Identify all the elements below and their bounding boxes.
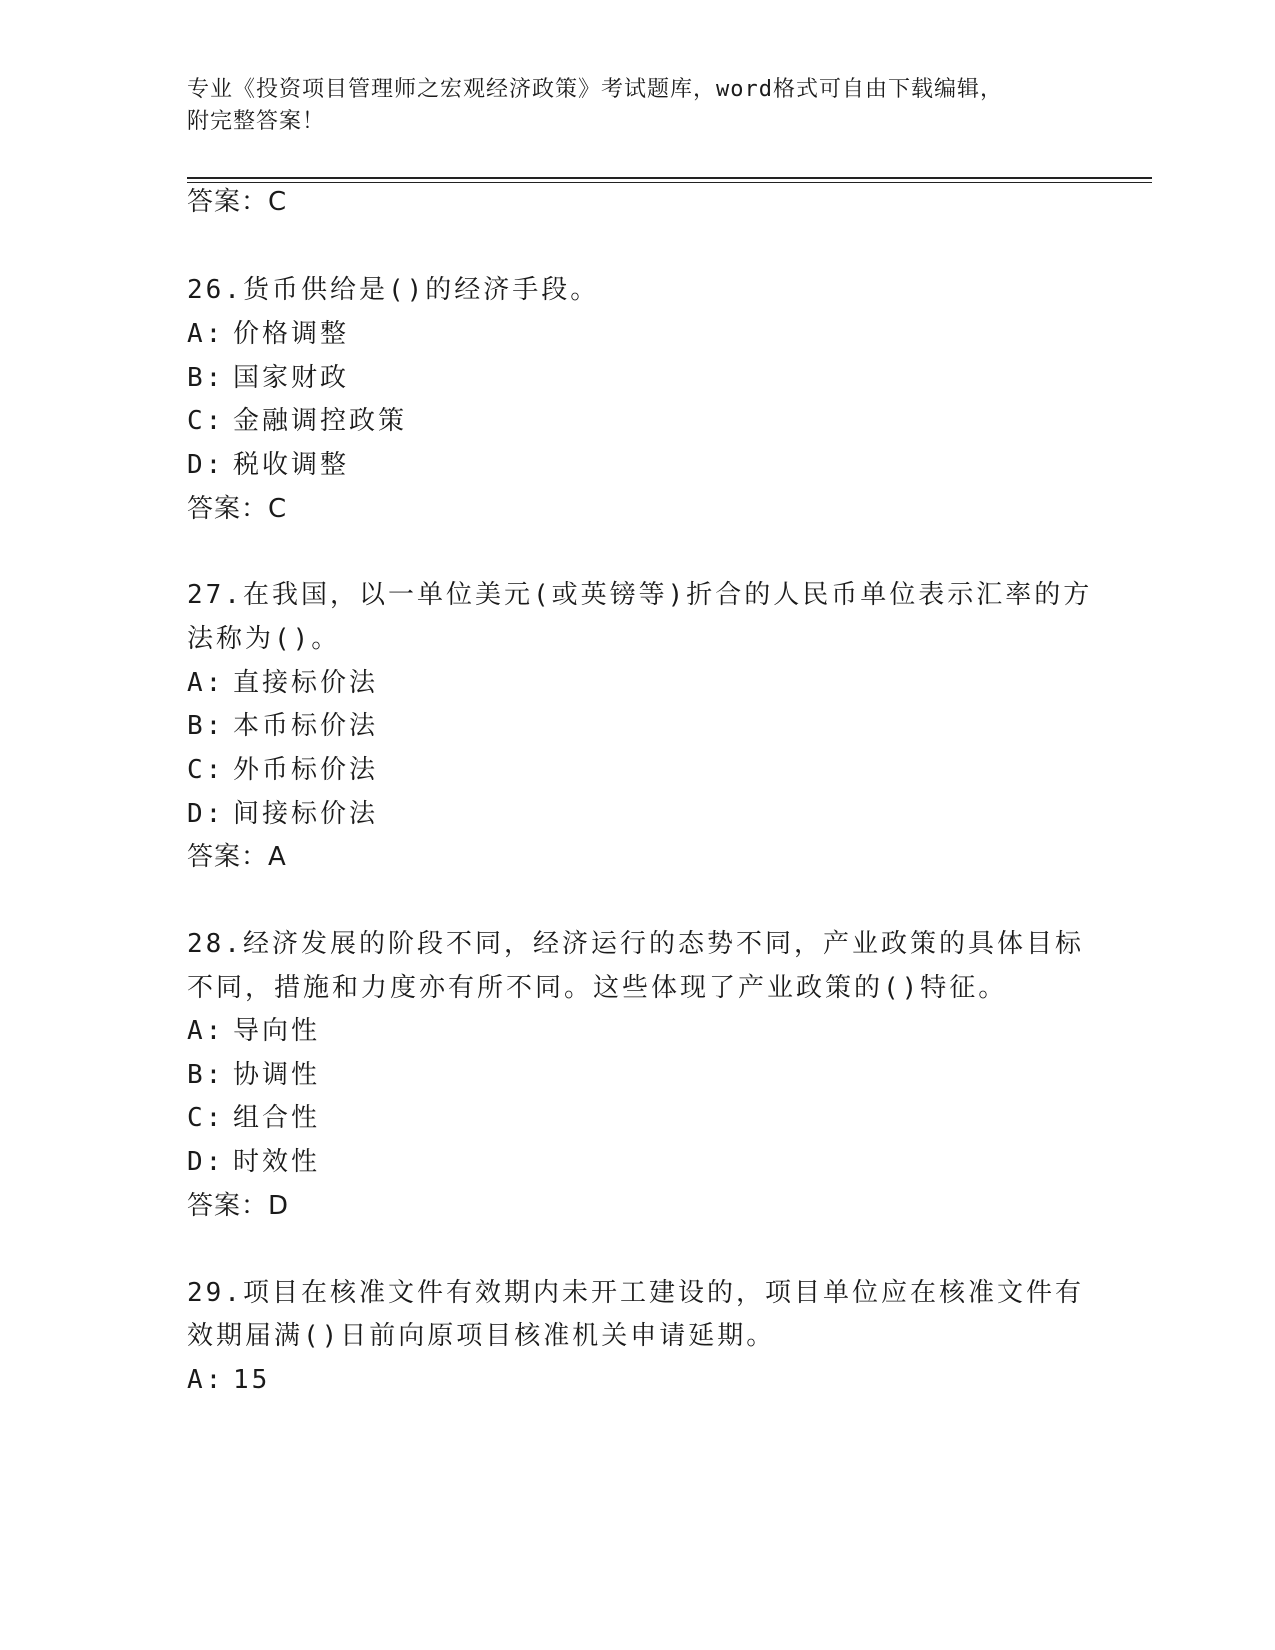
option-label: A: [187, 319, 225, 349]
question-26-option-c [187, 404, 407, 438]
question-29-option-a [187, 1363, 270, 1397]
header-line-1: 专业《投资项目管理师之宏观经济政策》考试题库，word格式可自由下载编辑， [187, 77, 1003, 102]
option-label: A: [187, 668, 225, 698]
option-text: 15 [233, 1365, 271, 1395]
question-29-text-line-2: 效期届满()日前向原项目核准机关申请延期。 [187, 1321, 776, 1351]
question-27-answer [187, 840, 287, 874]
question-28-text-line-1: 28.经济发展的阶段不同，经济运行的态势不同，产业政策的具体目标 [187, 929, 1084, 959]
question-28-option-c [187, 1101, 320, 1135]
question-27-text-line-1: 27.在我国，以一单位美元(或英镑等)折合的人民币单位表示汇率的方 [187, 580, 1093, 610]
question-28-option-d [187, 1145, 320, 1179]
question-26-text: 26.货币供给是()的经济手段。 [187, 275, 600, 305]
option-label: B: [187, 711, 225, 741]
answer-label: 答案： [187, 842, 269, 872]
previous-answer [187, 185, 287, 219]
option-text: 本币标价法 [233, 711, 379, 741]
option-text: 间接标价法 [233, 799, 379, 829]
question-28-option-b [187, 1058, 320, 1092]
answer-label: 答案： [187, 494, 269, 524]
answer-label: 答案： [187, 187, 269, 217]
answer-value: A [268, 842, 287, 872]
answer-value: D [268, 1191, 290, 1221]
question-27-option-c [187, 753, 378, 787]
option-label: D: [187, 799, 225, 829]
option-label: B: [187, 363, 225, 393]
question-29-text-line-1: 29.项目在核准文件有效期内未开工建设的，项目单位应在核准文件有 [187, 1278, 1084, 1308]
option-label: A: [187, 1365, 225, 1395]
question-26-option-d [187, 448, 349, 482]
option-text: 金融调控政策 [233, 406, 408, 436]
option-label: B: [187, 1060, 225, 1090]
option-text: 价格调整 [233, 319, 350, 349]
option-text: 税收调整 [233, 450, 350, 480]
question-27-option-d [187, 797, 378, 831]
option-label: C: [187, 406, 225, 436]
header-line-2: 附完整答案！ [187, 109, 326, 134]
header-divider-thin [187, 182, 1152, 183]
answer-value: C [268, 187, 288, 217]
question-27-option-b [187, 709, 378, 743]
question-26-option-a [187, 317, 349, 351]
option-label: D: [187, 450, 225, 480]
option-text: 协调性 [233, 1060, 321, 1090]
option-text: 国家财政 [233, 363, 350, 393]
document-header [187, 74, 1067, 138]
answer-label: 答案： [187, 1191, 269, 1221]
header-divider-thick [187, 177, 1152, 179]
answer-value: C [268, 494, 288, 524]
question-27-option-a [187, 666, 378, 700]
question-26-answer [187, 492, 287, 526]
question-27-text-line-2: 法称为()。 [187, 624, 341, 654]
option-text: 外币标价法 [233, 755, 379, 785]
option-label: A: [187, 1016, 225, 1046]
option-label: C: [187, 1103, 225, 1133]
option-label: C: [187, 755, 225, 785]
option-label: D: [187, 1147, 225, 1177]
option-text: 时效性 [233, 1147, 321, 1177]
option-text: 直接标价法 [233, 668, 379, 698]
option-text: 组合性 [233, 1103, 321, 1133]
option-text: 导向性 [233, 1016, 321, 1046]
question-28-option-a [187, 1014, 320, 1048]
question-28-text-line-2: 不同，措施和力度亦有所不同。这些体现了产业政策的()特征。 [187, 973, 1008, 1003]
question-28-answer [187, 1189, 289, 1223]
question-26-option-b [187, 361, 349, 395]
